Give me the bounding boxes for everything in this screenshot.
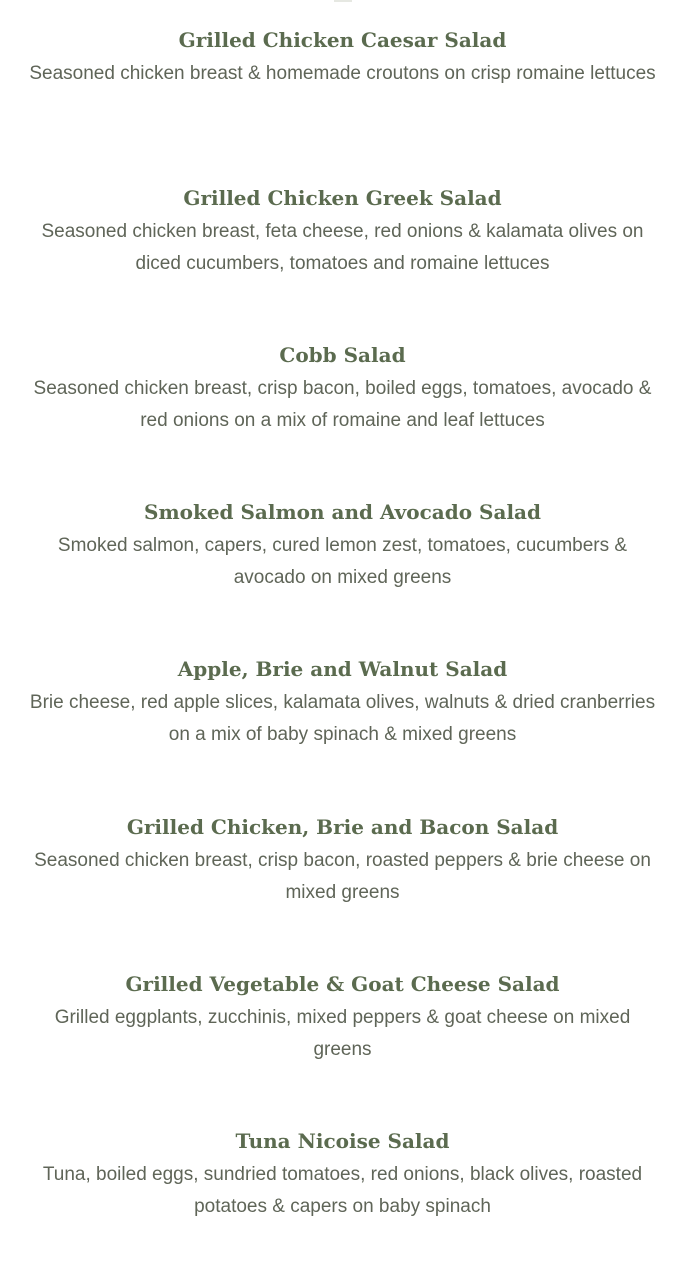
menu-item-description: Smoked salmon, capers, cured lemon zest, tomatoes, cucumbers & avocado on mixed greens [57, 535, 628, 588]
menu-item [0, 184, 685, 280]
menu-item-name: Cobb Salad [279, 343, 406, 367]
menu-item-name: Grilled Chicken Greek Salad [183, 186, 502, 210]
menu-item-name: Grilled Chicken, Brie and Bacon Salad [126, 815, 559, 839]
menu-item-description: Grilled eggplants, zucchinis, mixed peppers & goat cheese on mixed greens [54, 1007, 631, 1060]
menu-item-name: Grilled Chicken Caesar Salad [178, 28, 507, 52]
menu-item [0, 813, 685, 909]
menu-item [0, 1127, 685, 1223]
menu-item-description: Tuna, boiled eggs, sundried tomatoes, red onions, black olives, roasted potatoes & capers on baby spinach [42, 1164, 643, 1217]
top-divider [334, 0, 352, 2]
menu-item-name: Smoked Salmon and Avocado Salad [144, 500, 541, 524]
menu-item-name: Tuna Nicoise Salad [235, 1129, 450, 1153]
menu-item [0, 498, 685, 594]
menu-item-description: Brie cheese, red apple slices, kalamata olives, walnuts & dried cranberries on a mix of baby spinach & mixed greens [29, 692, 656, 745]
menu-item [0, 341, 685, 437]
menu-item [0, 26, 685, 90]
menu-item-name: Apple, Brie and Walnut Salad [177, 657, 508, 681]
menu-item [0, 655, 685, 751]
menu-item-description: Seasoned chicken breast, crisp bacon, boiled eggs, tomatoes, avocado & red onions on a mix of romaine and leaf lettuces [33, 378, 652, 431]
menu-item [0, 970, 685, 1066]
menu-item-description: Seasoned chicken breast & homemade croutons on crisp romaine lettuces [29, 63, 656, 84]
menu-item-name: Grilled Vegetable & Goat Cheese Salad [125, 972, 560, 996]
menu-item-description: Seasoned chicken breast, crisp bacon, roasted peppers & brie cheese on mixed greens [34, 850, 651, 903]
menu-item-description: Seasoned chicken breast, feta cheese, red onions & kalamata olives on diced cucumbers, tomatoes and romaine lettuces [41, 221, 644, 274]
